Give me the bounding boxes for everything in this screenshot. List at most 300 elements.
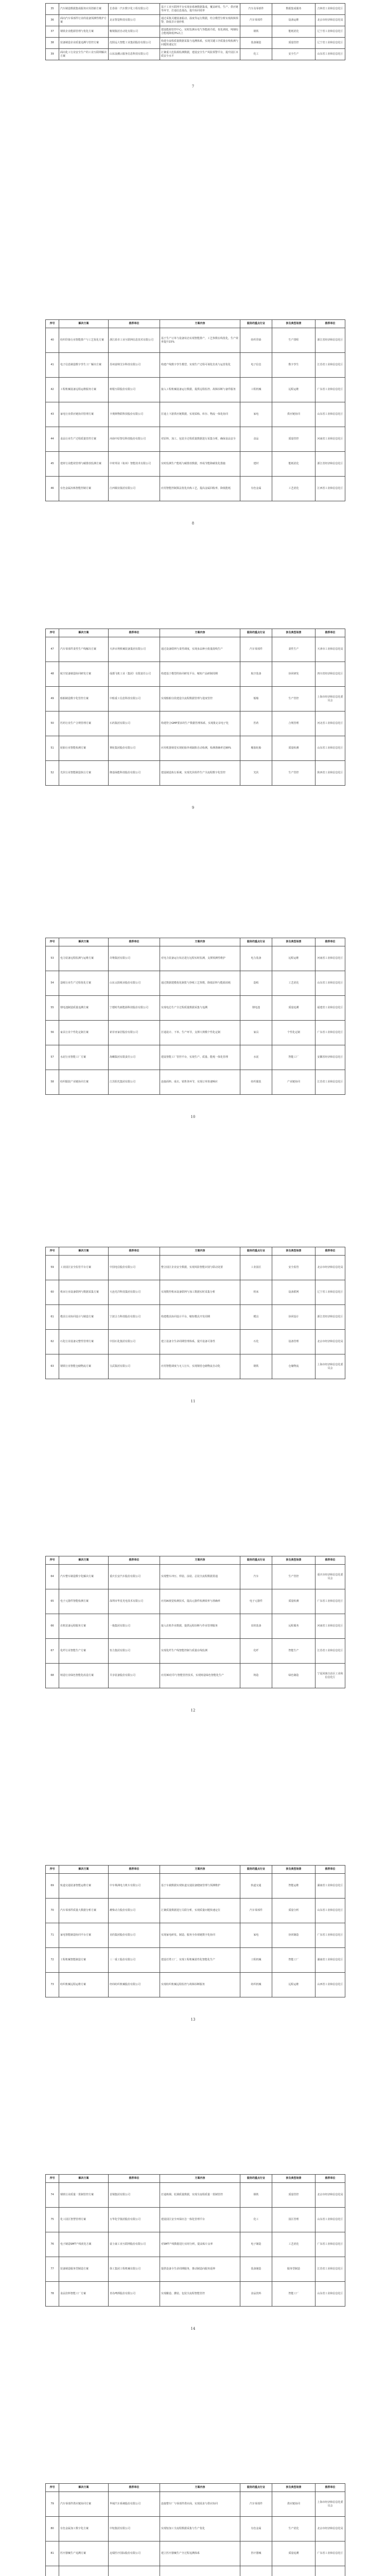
cell-unit: 树根互联股份有限公司 [109, 378, 160, 402]
cell-content: 建设制造执行系统，实现光伏组件生产全流程数字化管控 [160, 761, 240, 786]
cell-scene: 生产优化 [272, 2517, 315, 2541]
cell-rec: 北京市经济和信息化局 [315, 1256, 345, 1280]
column-header: 序号 [46, 2175, 59, 2183]
column-header: 涉及典型场景 [272, 938, 315, 946]
cell-industry: 航空装备 [240, 662, 272, 687]
cell-scene: 服务型制造 [272, 2257, 315, 2282]
table-row [46, 996, 345, 1021]
cell-unit: 卡奥斯物联科技股份有限公司 [109, 402, 160, 427]
cell-scene: 工艺优化 [272, 971, 315, 996]
column-header: 推荐单位 [315, 1556, 345, 1565]
cell-no: 44 [46, 427, 59, 452]
table-row [46, 2517, 345, 2541]
cell-rec: 宁夏回族自治区工业和信息化厅 [315, 1664, 345, 1688]
cell-scene: 智能运维 [272, 1874, 315, 1899]
cell-industry: 工程机械 [240, 1948, 272, 1973]
cell-no: 61 [46, 1305, 59, 1330]
table-row [46, 402, 345, 427]
column-header: 推荐单位 [109, 629, 160, 637]
cell-content: 打通设计、下单、生产环节，支撑大规模个性化定制 [160, 1021, 240, 1045]
cell-industry: 模具 [240, 1305, 272, 1330]
table-row [46, 2541, 345, 2566]
cell-no: 69 [46, 1874, 59, 1899]
schedule-table [45, 3, 345, 60]
column-header: 序号 [46, 320, 59, 328]
cell-rec: 广东省工业和信息化厅 [315, 1589, 345, 1614]
cell-scene: 智能工厂 [272, 2282, 315, 2307]
column-header: 方案内容 [160, 2175, 240, 2183]
cell-unit: 迈瑞医疗国际股份有限公司 [109, 2541, 160, 2566]
table-row [46, 2183, 345, 2208]
cell-name: 造纸行业生产过程优化方案 [59, 971, 109, 996]
table-row [46, 26, 345, 38]
cell-content: 建设能源管控中心，实时监测水电气等能源介质，优化调度，吨钢综合能耗降低3%以上 [160, 26, 240, 38]
column-header: 涉及典型场景 [272, 1556, 315, 1565]
cell-name: 水泥行业智能工厂方案 [59, 1045, 109, 1070]
cell-no: 43 [46, 402, 59, 427]
cell-name: 电力装备远程监测与运维方案 [59, 946, 109, 971]
column-header: 序号 [46, 1247, 59, 1256]
table-row [46, 1639, 345, 1664]
cell-unit: 潍柴动力股份有限公司 [109, 1899, 160, 1923]
cell-no: 57 [46, 1045, 59, 1070]
cell-scene: 工艺优化 [272, 477, 315, 501]
cell-no: 72 [46, 1948, 59, 1973]
cell-unit: 一拖集团有限公司 [109, 1614, 160, 1639]
cell-scene: 仓储物流 [272, 1354, 315, 1379]
table-row [46, 1589, 345, 1614]
column-header: 推荐单位 [315, 1247, 345, 1256]
cell-name: 有色金属加工数字化方案 [59, 2517, 109, 2541]
cell-scene: 质量追溯 [272, 2541, 315, 2566]
table-row [46, 1948, 345, 1973]
column-header: 序号 [46, 629, 59, 637]
cell-name: 家电智能制造协同平台方案 [59, 1923, 109, 1948]
page-number: 13 [190, 2018, 196, 2022]
cell-rec: 广东省工业和信息化厅 [315, 2541, 345, 2566]
cell-scene: 质量管控 [272, 38, 315, 49]
column-header: 推荐单位 [109, 2175, 160, 2183]
cell-industry: 钢铁 [240, 2183, 272, 2208]
cell-name: 食品行业生产过程质量管控方案 [59, 427, 109, 452]
cell-scene: 协同研发 [272, 662, 315, 687]
cell-content: 实现化纤生产线智能控制与质量在线监测 [160, 1639, 240, 1664]
cell-scene: 个性化定制 [272, 1021, 315, 1045]
schedule-table [45, 938, 345, 1095]
column-header: 服务的重点行业 [240, 320, 272, 328]
table-row [46, 2208, 345, 2232]
cell-content: 对原料、加工、包装全过程质量数据进行采集分析，确保食品安全 [160, 427, 240, 452]
table-row [46, 378, 345, 402]
cell-no: 37 [46, 26, 59, 38]
cell-unit: 徐工集团工程机械有限公司 [109, 2257, 160, 2282]
table-row [46, 477, 345, 501]
cell-unit: 中车株洲电力机车有限公司 [109, 1874, 160, 1899]
cell-industry: 有色金属 [240, 2517, 272, 2541]
column-header: 涉及典型场景 [272, 1247, 315, 1256]
cell-content: 实现铝加工全流程数据采集与生产优化 [160, 2517, 240, 2541]
cell-unit: 海螺集团有限责任公司 [109, 1045, 160, 1070]
cell-industry: 装备制造 [240, 38, 272, 49]
table-header-row [46, 2175, 345, 2183]
cell-content: 应用智能控制算法优化冶炼工艺，提高金属回收率，降低能耗 [160, 477, 240, 501]
table-header-row [46, 2484, 345, 2492]
column-header: 服务的重点行业 [240, 1556, 272, 1565]
cell-content: 构建模具协同设计平台，缩短模具开发周期 [160, 1305, 240, 1330]
column-header: 解决方案 [59, 1866, 109, 1874]
cell-no: 41 [46, 353, 59, 378]
cell-industry: 家电 [240, 402, 272, 427]
cell-scene: 供应链协同 [272, 402, 315, 427]
cell-name: 面向汽车零部件行业的设备预测性维护方案 [59, 15, 109, 26]
cell-scene: 工艺优化 [272, 2232, 315, 2257]
column-header: 解决方案 [59, 2484, 109, 2492]
cell-industry: 化工 [240, 2208, 272, 2232]
cell-scene: 质量管控 [272, 427, 315, 452]
table-row [46, 1899, 345, 1923]
cell-rec: 北京市经济和信息化局 [315, 2183, 345, 2208]
column-header: 序号 [46, 938, 59, 946]
cell-no: 81 [46, 2541, 59, 2566]
cell-content: 建设灯塔工厂，实现工程机械柔性化智能化生产 [160, 1948, 240, 1973]
cell-name: 化工园区智慧管理方案 [59, 2208, 109, 2232]
cell-industry [240, 2566, 272, 2576]
cell-industry: 铸造 [240, 1664, 272, 1688]
cell-scene: 能耗优化 [272, 26, 315, 38]
cell-rec: 河南省工业和信息化厅 [315, 427, 345, 452]
cell-industry: 汽车零部件 [240, 637, 272, 662]
cell-industry: 石化 [240, 1330, 272, 1354]
column-header: 序号 [46, 1556, 59, 1565]
cell-no: 67 [46, 1639, 59, 1664]
cell-content: 构建全流程质量数据采集与追溯体系，实现关键工序质量在线检测与问题快速定位 [160, 38, 240, 49]
column-header: 推荐单位 [109, 320, 160, 328]
cell-name: 工程机械智能制造方案 [59, 1948, 109, 1973]
column-header: 解决方案 [59, 938, 109, 946]
column-header: 涉及典型场景 [272, 2175, 315, 2183]
column-header: 推荐单位 [315, 629, 345, 637]
cell-industry: 食品饮料 [240, 2282, 272, 2307]
column-header: 解决方案 [59, 629, 109, 637]
cell-content: 实现酿造、灌装、包装全流程智能管控 [160, 2282, 240, 2307]
table-row [46, 1305, 345, 1330]
cell-industry: 水泥 [240, 1045, 272, 1070]
cell-no: 55 [46, 996, 59, 1021]
cell-content: 应用智能调度与无人行车，实现钢卷仓储物流自动化 [160, 1354, 240, 1379]
column-header: 解决方案 [59, 320, 109, 328]
table-row [46, 1045, 345, 1070]
cell-content: 实现数控机床设备联网与加工数据实时采集分析 [160, 1280, 240, 1305]
cell-name: 农机装备远程服务方案 [59, 1614, 109, 1639]
cell-no: 60 [46, 1280, 59, 1305]
cell-unit: 河南中原智信科技股份有限公司 [109, 427, 160, 452]
cell-no: 70 [46, 1899, 59, 1923]
column-header: 服务的重点行业 [240, 2484, 272, 2492]
cell-content: 实时监测生产能耗与碳排放数据，形成节能降碳优化措施 [160, 452, 240, 477]
column-header: 推荐单位 [315, 938, 345, 946]
cell-scene: 安全监管 [272, 1256, 315, 1280]
column-header: 推荐单位 [109, 1247, 160, 1256]
cell-content: 汇聚重大危险源监测数据，建设安全生产风险预警平台，提升园区本质安全水平 [160, 49, 240, 60]
cell-scene: 生产排程 [272, 328, 315, 353]
cell-no: 65 [46, 1589, 59, 1614]
cell-no: 68 [46, 1664, 59, 1688]
column-header: 方案内容 [160, 1866, 240, 1874]
cell-rec: 安徽省经济和信息化厅 [315, 1045, 345, 1070]
table-row [46, 4, 345, 15]
cell-rec: 天津市工业和信息化局 [315, 637, 345, 662]
table-header-row [46, 320, 345, 328]
cell-industry: 造纸 [240, 971, 272, 996]
cell-name: 铸造行业绿色智能化改造方案 [59, 1664, 109, 1688]
cell-unit: 富士康工业互联网股份有限公司 [109, 2232, 160, 2257]
column-header: 方案内容 [160, 629, 240, 637]
cell-unit: 宝武集团有限公司 [109, 1354, 160, 1379]
cell-rec: 重庆市经济和信息化委员会 [315, 1565, 345, 1589]
cell-rec: 江苏省工业和信息化厅 [315, 1639, 345, 1664]
cell-unit [109, 2566, 160, 2576]
cell-no [46, 2566, 59, 2576]
cell-scene: 设备运维 [272, 15, 315, 26]
cell-name: 电子元器件智能检测方案 [59, 1589, 109, 1614]
cell-unit: 苏州富纳艾尔科技有限公司 [109, 353, 160, 378]
column-header: 方案内容 [160, 2484, 240, 2492]
table-row [46, 2282, 345, 2307]
column-header: 方案内容 [160, 320, 240, 328]
cell-unit: 天津百利机械装备集团有限公司 [109, 637, 160, 662]
cell-unit: 石药集团有限公司 [109, 711, 160, 736]
table-row [46, 2232, 345, 2257]
cell-name: 食品饮料智能工厂方案 [59, 2282, 109, 2307]
cell-no: 52 [46, 761, 59, 786]
column-header: 解决方案 [59, 1556, 109, 1565]
cell-name: 纺织印染行业智能排产与工艺优化方案 [59, 328, 109, 353]
cell-rec: 湖南省工业和信息化厅 [315, 1948, 345, 1973]
cell-content: 构建符合GMP要求的生产数据管理体系，实现批记录电子化 [160, 711, 240, 736]
cell-name: 家具行业个性化定制方案 [59, 1021, 109, 1045]
cell-name: 家电行业供应链协同管理方案 [59, 402, 109, 427]
cell-name: 锂电池制造质量追溯方案 [59, 996, 109, 1021]
cell-unit: 赛轮集团股份有限公司 [109, 736, 160, 761]
column-header: 解决方案 [59, 1247, 109, 1256]
cell-name [59, 2566, 109, 2576]
cell-industry: 电子元器件 [240, 1589, 272, 1614]
table-row [46, 2257, 345, 2282]
column-header: 解决方案 [59, 2175, 109, 2183]
cell-rec: 北京市经济和信息化局 [315, 2517, 345, 2541]
cell-scene: 质量检测 [272, 1589, 315, 1614]
column-header: 推荐单位 [109, 2484, 160, 2492]
cell-rec: 江苏省工业和信息化厅 [315, 2257, 345, 2282]
cell-unit: 浙江蓝卓工业互联网信息技术有限公司 [109, 328, 160, 353]
table-row [46, 1256, 345, 1280]
cell-name: 汽车整车制造数字化解决方案 [59, 1565, 109, 1589]
cell-rec: 北京市经济和信息化局 [315, 15, 345, 26]
cell-rec: 四川省经济和信息化厅 [315, 662, 345, 687]
cell-rec: 山东省工业和信息化厅 [315, 49, 345, 60]
cell-content: 打通炼钢、轧钢质量数据，实现全流程质量一贯制管控 [160, 2183, 240, 2208]
cell-industry: 汽车零部件 [240, 1899, 272, 1923]
table-row [46, 1565, 345, 1589]
cell-rec: 广东省工业和信息化厅 [315, 2232, 345, 2257]
cell-content: 基于车载数据实现轨道交通装备健康管理与预测维护 [160, 1874, 240, 1899]
table-header-row [46, 629, 345, 637]
schedule-table [45, 1865, 345, 1997]
cell-unit: 宁德时代新能源科技股份有限公司 [109, 996, 160, 1021]
cell-rec: 河北省工业和信息化厅 [315, 711, 345, 736]
table-row [46, 328, 345, 353]
cell-industry: 医疗器械 [240, 2541, 272, 2566]
cell-industry: 光伏 [240, 761, 272, 786]
cell-no: 58 [46, 1070, 59, 1095]
cell-industry: 家电 [240, 1923, 272, 1948]
cell-scene: 远程服务 [272, 1614, 315, 1639]
cell-rec: 浙江省经济和信息化厅 [315, 452, 345, 477]
column-header: 方案内容 [160, 1247, 240, 1256]
cell-rec: 辽宁省工业和信息化厅 [315, 1280, 345, 1305]
cell-rec [315, 2566, 345, 2576]
cell-name: 纺织服装产业链协同方案 [59, 1070, 109, 1095]
cell-rec: 江苏省工业和信息化厅 [315, 353, 345, 378]
table-header-row [46, 938, 345, 946]
cell-industry: 化纤 [240, 1639, 272, 1664]
cell-unit: 经纬纺织机械股份有限公司 [109, 1973, 160, 1997]
cell-no: 78 [46, 2282, 59, 2307]
cell-no: 38 [46, 38, 59, 49]
cell-content [160, 2566, 240, 2576]
cell-name: 工程机械设备远程运维服务方案 [59, 378, 109, 402]
cell-no: 39 [46, 49, 59, 60]
cell-unit: 三一重工股份有限公司 [109, 1948, 160, 1973]
cell-content: 应用AI视觉检测技术，提高元器件检测效率与准确率 [160, 1589, 240, 1614]
cell-no: 62 [46, 1330, 59, 1354]
cell-unit: 首钢集团有限公司 [109, 2183, 160, 2208]
cell-content: 整合园区企业安全数据，实现风险智能识别与联动处置 [160, 1256, 240, 1280]
table-row [46, 1330, 345, 1354]
cell-content: 对SMT产线数据进行实时分析，提高贴片良率 [160, 2232, 240, 2257]
cell-content: 提供设备全生命周期服务，推动制造向服务延伸 [160, 2257, 240, 2282]
cell-scene: 产业链协同 [272, 1070, 315, 1095]
cell-rec: 江西省工业和信息化厅 [315, 477, 345, 501]
column-header: 方案内容 [160, 1556, 240, 1565]
cell-name: 钢铁行业质量一贯制管控方案 [59, 2183, 109, 2208]
cell-content: 基于生产订单与设备状态实现智能排产，工艺参数在线优化，生产效率提升15% [160, 328, 240, 353]
schedule-table [45, 1247, 345, 1379]
cell-name: 船舶制造数字化管控方案 [59, 687, 109, 711]
cell-industry: 工程机械 [240, 378, 272, 402]
cell-content: 汇聚质量数据进行关联分析，实现质量问题快速定位 [160, 1899, 240, 1923]
cell-content: 建立设备全生命周期管理体系，提升设备可靠性 [160, 1330, 240, 1354]
cell-no: 77 [46, 2257, 59, 2282]
table-row [46, 15, 345, 26]
cell-unit: 中国石化集团有限公司 [109, 1330, 160, 1354]
table-row [46, 1874, 345, 1899]
cell-rec: 江苏省工业和信息化厅 [315, 1070, 345, 1095]
cell-name: 装备制造服务型制造方案 [59, 2257, 109, 2282]
cell-scene: 设备管理 [272, 1330, 315, 1354]
column-header: 服务的重点行业 [240, 629, 272, 637]
cell-name: 电子信息制造数字孪生工厂解决方案 [59, 353, 109, 378]
cell-scene: 柔性生产 [272, 637, 315, 662]
cell-name: 航空装备制造协同研发方案 [59, 662, 109, 687]
cell-name: 化纤行业智能生产方案 [59, 1639, 109, 1664]
table-row [46, 1354, 345, 1379]
cell-unit: 宁波合力科技股份有限公司 [109, 1305, 160, 1330]
cell-no: 47 [46, 637, 59, 662]
cell-name: 汽车制造数据集成服务应用创新方案 [59, 4, 109, 15]
cell-name: 光伏行业智能制造执行方案 [59, 761, 109, 786]
cell-no: 73 [46, 1973, 59, 1997]
cell-no: 42 [46, 378, 59, 402]
cell-name: 建材行业能效管理与碳排放监测方案 [59, 452, 109, 477]
cell-content: 连接面料、成衣、销售各环节，实现订单快速响应 [160, 1070, 240, 1095]
column-header: 推荐单位 [315, 320, 345, 328]
cell-unit: 万华化学集团股份有限公司 [109, 2208, 160, 2232]
cell-rec: 北京市经济和信息化局 [315, 1330, 345, 1354]
table-row [46, 971, 345, 996]
column-header: 涉及典型场景 [272, 1866, 315, 1874]
schedule-table [45, 1556, 345, 1688]
cell-scene: 安全生产 [272, 49, 315, 60]
cell-content: 实现船舶分段建造全流程数据管理与进度管控 [160, 687, 240, 711]
cell-content: 构建基于模型的协同研发平台，缩短产品研制周期 [160, 662, 240, 687]
cell-rec: 福建省工业和信息化厅 [315, 996, 345, 1021]
cell-unit: 中国电信股份有限公司 [109, 1256, 160, 1280]
cell-content: 建设智能工厂管控平台，实现生产、质量、能耗一体化管理 [160, 1045, 240, 1070]
cell-unit: 成都飞机工业（集团）有限责任公司 [109, 662, 160, 687]
cell-rec: 广东省工业和信息化厅 [315, 378, 345, 402]
cell-content: 建立医疗器械生产全过程追溯体系 [160, 2541, 240, 2566]
table-row [46, 637, 345, 662]
cell-rec: 河南省工业和信息化厅 [315, 946, 345, 971]
column-header: 涉及典型场景 [272, 320, 315, 328]
column-header: 推荐单位 [315, 2484, 345, 2492]
cell-unit: 山东浪潮云服务信息科技有限公司 [109, 49, 160, 60]
cell-unit: 深圳市华星光电技术有限公司 [109, 1589, 160, 1614]
column-header: 推荐单位 [109, 1866, 160, 1874]
cell-unit: 长春第一汽车数字化工程有限公司 [109, 4, 160, 15]
cell-scene: 质量管控 [272, 2183, 315, 2208]
cell-scene: 远程运维 [272, 1973, 315, 1997]
cell-scene: 智能生产 [272, 1639, 315, 1664]
column-header: 涉及典型场景 [272, 2484, 315, 2492]
table-row [46, 711, 345, 736]
cell-rec: 山东省工业和信息化厅 [315, 2282, 345, 2307]
table-row [46, 1923, 345, 1948]
cell-content: 实现纺织机械远程监控与故障诊断服务 [160, 1973, 240, 1997]
cell-rec: 山东省工业和信息化厅 [315, 2208, 345, 2232]
cell-name: 机床行业设备联网与数据采集方案 [59, 1280, 109, 1305]
cell-unit: 江西铜业集团有限公司 [109, 477, 160, 501]
cell-unit: 中铝集团有限公司 [109, 2517, 160, 2541]
cell-unit: 索菲亚家居股份有限公司 [109, 1021, 160, 1045]
cell-rec: 陕西省工业和信息化厅 [315, 761, 345, 786]
table-row [46, 49, 345, 60]
cell-industry: 钢铁 [240, 1354, 272, 1379]
cell-rec: 山西省工业和信息化厅 [315, 1973, 345, 1997]
cell-name: 电子制造SMT产线优化方案 [59, 2232, 109, 2257]
cell-no: 71 [46, 1923, 59, 1948]
table-header-row [46, 1247, 345, 1256]
table-row [46, 662, 345, 687]
table-row [46, 687, 345, 711]
cell-scene: 质量检测 [272, 736, 315, 761]
cell-scene: 生产管控 [272, 761, 315, 786]
cell-unit: 青岛啤酒股份有限公司 [109, 2282, 160, 2307]
column-header: 方案内容 [160, 938, 240, 946]
cell-name: 有色金属冶炼智能控制方案 [59, 477, 109, 501]
cell-unit: 许继集团有限公司 [109, 946, 160, 971]
